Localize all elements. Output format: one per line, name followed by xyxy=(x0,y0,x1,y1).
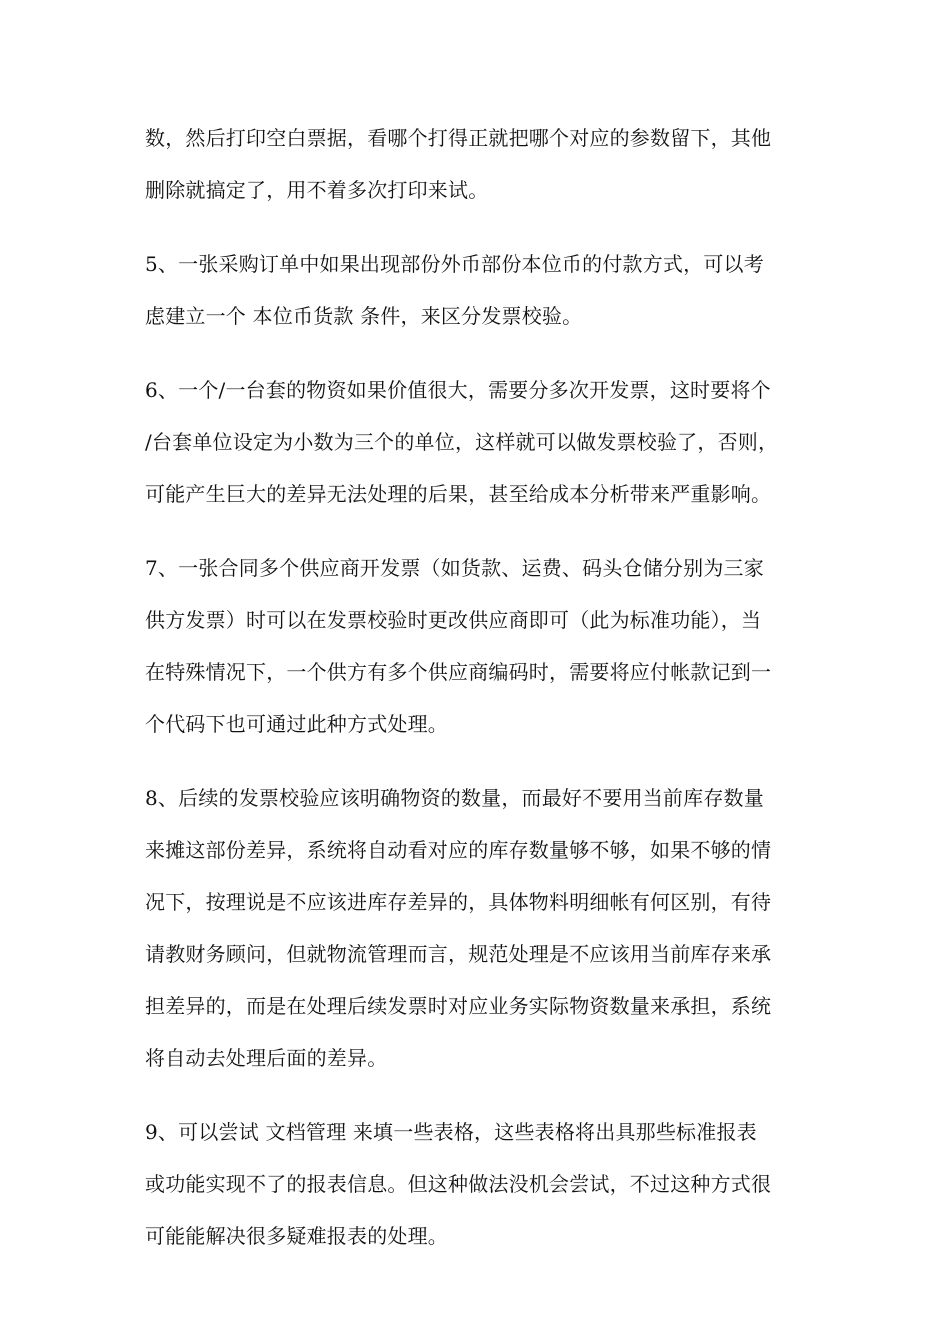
text-line: 7、一张合同多个供应商开发票（如货款、运费、码头仓储分别为三家 xyxy=(145,556,764,580)
text-line: 虑建立一个 本位币货款 条件，来区分发票校验。 xyxy=(145,304,583,328)
text-line: 5、一张采购订单中如果出现部份外币部份本位币的付款方式，可以考 xyxy=(145,252,764,276)
text-line: /台套单位设定为小数为三个的单位，这样就可以做发票校验了，否则， xyxy=(145,430,779,454)
text-line: 6、一个/一台套的物资如果价值很大，需要分多次开发票，这时要将个 xyxy=(145,378,771,402)
text-line: 8、后续的发票校验应该明确物资的数量，而最好不要用当前库存数量 xyxy=(145,786,764,810)
text-line: 可能产生巨大的差异无法处理的后果，甚至给成本分析带来严重影响。 xyxy=(145,482,772,506)
text-line: 可能能解决很多疑难报表的处理。 xyxy=(145,1224,448,1248)
paragraph-item-8 xyxy=(145,772,807,1084)
text-line: 将自动去处理后面的差异。 xyxy=(145,1046,388,1070)
text-line: 供方发票）时可以在发票校验时更改供应商即可（此为标准功能），当 xyxy=(145,608,762,632)
text-line: 请教财务顾问，但就物流管理而言，规范处理是不应该用当前库存来承 xyxy=(145,942,772,966)
text-line: 9、可以尝试 文档管理 来填一些表格，这些表格将出具那些标准报表 xyxy=(145,1120,757,1144)
text-line: 个代码下也可通过此种方式处理。 xyxy=(145,712,448,736)
paragraph-item-9 xyxy=(145,1106,807,1262)
text-line: 删除就搞定了，用不着多次打印来试。 xyxy=(145,178,489,202)
text-line: 来摊这部份差异，系统将自动看对应的库存数量够不够，如果不够的情 xyxy=(145,838,772,862)
paragraph-item-6 xyxy=(145,364,807,520)
text-line: 担差异的，而是在处理后续发票时对应业务实际物资数量来承担，系统 xyxy=(145,994,772,1018)
paragraph-item-7 xyxy=(145,542,807,750)
document-body xyxy=(145,112,807,1284)
paragraph-item-5 xyxy=(145,238,807,342)
text-line: 在特殊情况下，一个供方有多个供应商编码时，需要将应付帐款记到一 xyxy=(145,660,772,684)
paragraph-continuation xyxy=(145,112,807,216)
text-line: 或功能实现不了的报表信息。但这种做法没机会尝试，不过这种方式很 xyxy=(145,1172,772,1196)
text-line: 况下，按理说是不应该进库存差异的，具体物料明细帐有何区别，有待 xyxy=(145,890,772,914)
text-line: 数，然后打印空白票据，看哪个打得正就把哪个对应的参数留下，其他 xyxy=(145,126,772,150)
